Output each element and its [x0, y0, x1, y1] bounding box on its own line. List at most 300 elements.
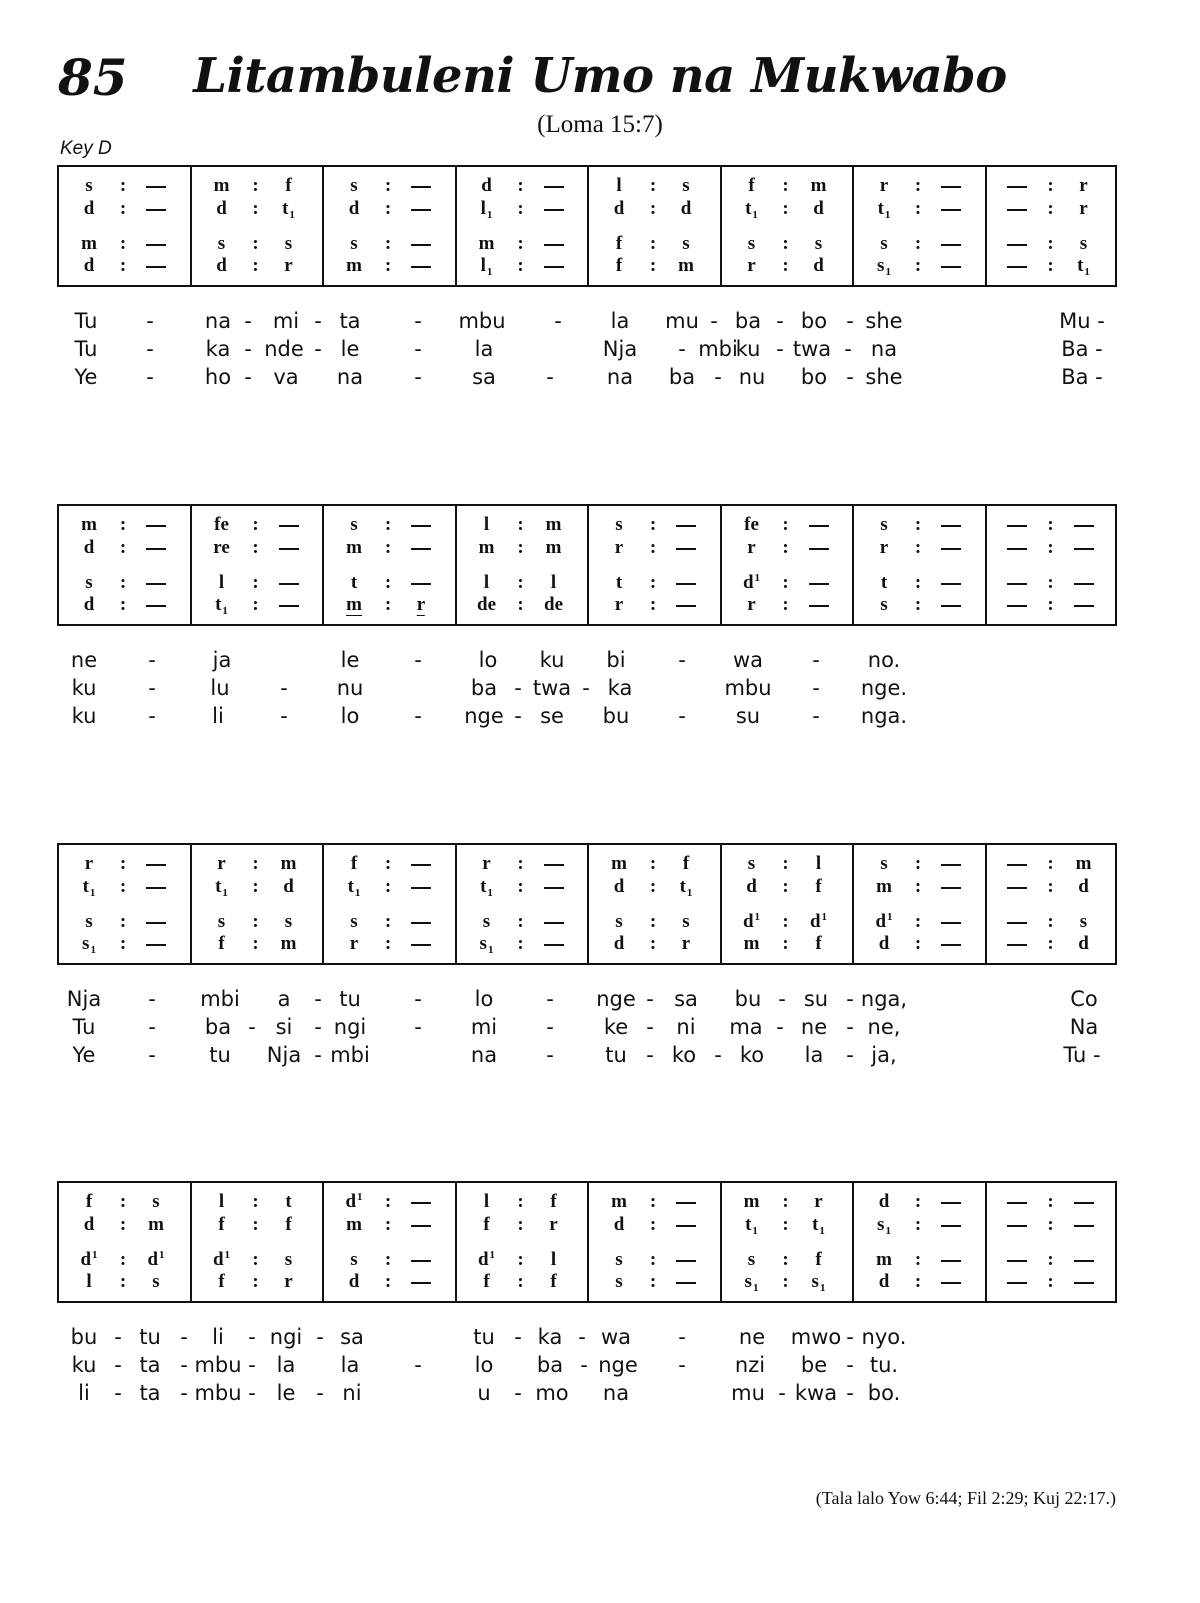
- hold-dash: [1007, 209, 1027, 211]
- beat-colon: :: [384, 1191, 392, 1212]
- lyric-syllable: bu: [602, 704, 630, 728]
- hold-dash: [544, 266, 564, 268]
- solfa-note: $s_1$: [82, 933, 96, 956]
- scripture-reference: (Loma 15:7): [537, 111, 663, 138]
- hold-dash: [941, 583, 961, 585]
- barline: [720, 506, 722, 624]
- hold-dash: [1007, 1225, 1027, 1227]
- solfa-note: f: [483, 1271, 490, 1292]
- lyric-syllable: ka: [205, 337, 231, 361]
- beat-colon: :: [782, 1249, 789, 1270]
- hold-dash: [146, 186, 166, 188]
- solfa-note: r: [614, 537, 624, 558]
- lyric-hyphen: -: [778, 1381, 786, 1405]
- beat-colon: :: [782, 1214, 789, 1235]
- lyric-hyphen: -: [714, 1043, 722, 1067]
- solfa-note: f: [815, 1249, 822, 1270]
- solfa-note: s: [615, 911, 623, 932]
- lyric-syllable: lo: [474, 1353, 494, 1377]
- solfa-note: s: [85, 175, 93, 196]
- lyric-hyphen: -: [776, 1015, 784, 1039]
- solfa-note: l: [616, 175, 622, 196]
- hold-dash: [1007, 186, 1027, 188]
- lyric-hyphen: -: [414, 648, 422, 672]
- hold-dash: [941, 1260, 961, 1262]
- lyric-syllable: le: [276, 1381, 296, 1405]
- beat-colon: :: [1047, 233, 1054, 254]
- solfa-note: d: [83, 255, 95, 276]
- beat-colon: :: [119, 537, 127, 558]
- lyric-hyphen: -: [514, 1381, 522, 1405]
- lyric-syllable: va: [273, 365, 299, 389]
- solfa-note: d: [83, 594, 95, 615]
- hymn-title: Litambuleni Umo na Mukwabo: [193, 48, 1007, 104]
- lyric-hyphen: -: [578, 1325, 586, 1349]
- beat-colon: :: [119, 572, 127, 593]
- beat-colon: :: [914, 853, 922, 874]
- hold-dash: [1007, 1282, 1027, 1284]
- lyric-syllable: tu.: [869, 1353, 899, 1377]
- barline: [852, 167, 854, 285]
- lyric-syllable: na: [606, 365, 634, 389]
- solfa-note: s: [682, 175, 690, 196]
- hold-dash: [544, 186, 564, 188]
- hold-dash: [411, 864, 431, 866]
- lyric-hyphen: -: [148, 704, 156, 728]
- solfa-note: m: [545, 537, 562, 558]
- solfa-note: d: [878, 1191, 890, 1212]
- lyric-hyphen: -: [244, 309, 252, 333]
- lyric-hyphen: -: [114, 1325, 122, 1349]
- hold-dash: [1007, 605, 1027, 607]
- lyric-hyphen: -: [846, 1015, 854, 1039]
- lyric-syllable: nge: [464, 704, 504, 728]
- hold-dash: [146, 922, 166, 924]
- hold-dash: [809, 525, 829, 527]
- lyric-syllable: le: [340, 337, 360, 361]
- solfa-note: d: [1078, 933, 1089, 954]
- lyric-syllable: na: [336, 365, 364, 389]
- hold-dash: [146, 864, 166, 866]
- hold-dash: [1074, 548, 1094, 550]
- hold-dash: [1007, 525, 1027, 527]
- solfa-note: $d^1$: [742, 911, 761, 932]
- beat-colon: :: [1047, 594, 1054, 615]
- hold-dash: [676, 605, 696, 607]
- beat-colon: :: [517, 255, 524, 276]
- solfa-note: f: [815, 933, 822, 954]
- lyric-syllable: na: [470, 1043, 498, 1067]
- solfa-note: m: [810, 175, 827, 196]
- solfa-note: $s_1$: [877, 255, 891, 278]
- solfa-note: m: [611, 853, 627, 874]
- lyric-hyphen: -: [580, 1353, 588, 1377]
- beat-colon: :: [384, 255, 392, 276]
- solfa-note: r: [84, 853, 94, 874]
- lyric-syllable: na: [870, 337, 898, 361]
- beat-colon: :: [1047, 537, 1054, 558]
- lyric-syllable: li: [212, 704, 224, 728]
- solfa-note: l: [483, 1191, 490, 1212]
- hold-dash: [146, 583, 166, 585]
- beat-colon: :: [119, 876, 127, 897]
- barline: [720, 167, 722, 285]
- hold-dash: [941, 1225, 961, 1227]
- beat-colon: :: [517, 514, 524, 535]
- solfa-note: r: [879, 175, 889, 196]
- lyric-syllable: mi: [272, 309, 300, 333]
- lyric-syllable: Nja: [66, 987, 102, 1011]
- beat-colon: :: [384, 876, 392, 897]
- solfa-note: r: [879, 537, 889, 558]
- barline: [455, 1183, 457, 1301]
- solfa-note: $d^1$: [80, 1249, 98, 1270]
- beat-colon: :: [649, 594, 657, 615]
- beat-colon: :: [1047, 1271, 1054, 1292]
- solfa-note: d: [813, 198, 824, 219]
- barline: [587, 845, 589, 963]
- hold-dash: [411, 244, 431, 246]
- hold-dash: [1007, 922, 1027, 924]
- lyric-hyphen: -: [846, 1381, 854, 1405]
- beat-colon: :: [914, 537, 922, 558]
- lyric-syllable: mbi: [330, 1043, 370, 1067]
- lyric-hyphen: -: [114, 1381, 122, 1405]
- lyric-hyphen: -: [546, 1015, 554, 1039]
- hold-dash: [411, 944, 431, 946]
- lyric-syllable: ta: [139, 1353, 161, 1377]
- beat-colon: :: [517, 537, 524, 558]
- solfa-note: m: [876, 1249, 892, 1270]
- hold-dash: [279, 583, 299, 585]
- beat-colon: :: [1047, 1249, 1054, 1270]
- lyric-hyphen: -: [248, 1381, 256, 1405]
- hold-dash: [1007, 1202, 1027, 1204]
- barline: [190, 1183, 192, 1301]
- solfa-note: l: [218, 572, 225, 593]
- solfa-note: d: [348, 198, 360, 219]
- beat-colon: :: [252, 175, 259, 196]
- beat-colon: :: [119, 514, 127, 535]
- lyric-hyphen: -: [546, 1043, 554, 1067]
- lyric-syllable: Mu -: [1059, 309, 1105, 333]
- solfa-note: $d^1$: [345, 1191, 363, 1212]
- beat-colon: :: [517, 1191, 524, 1212]
- lyric-hyphen: -: [244, 337, 252, 361]
- beat-colon: :: [384, 233, 392, 254]
- hold-dash: [941, 548, 961, 550]
- lyric-hyphen: -: [514, 704, 522, 728]
- hold-dash: [676, 1202, 696, 1204]
- hold-dash: [544, 864, 564, 866]
- hold-dash: [941, 922, 961, 924]
- beat-colon: :: [649, 175, 657, 196]
- lyric-hyphen: -: [678, 1353, 686, 1377]
- lyric-syllable: nge.: [860, 676, 908, 700]
- lyric-hyphen: -: [314, 1015, 322, 1039]
- beat-colon: :: [384, 537, 392, 558]
- solfa-note: d: [216, 198, 227, 219]
- solfa-note: m: [478, 233, 495, 254]
- solfa-note: $d^1$: [875, 911, 893, 932]
- lyric-syllable: nga,: [860, 987, 908, 1011]
- solfa-note: s: [682, 911, 690, 932]
- lyric-syllable: lo: [340, 704, 360, 728]
- solfa-note: $t_1$: [215, 594, 228, 617]
- solfa-note: s: [217, 233, 226, 254]
- lyric-hyphen: -: [414, 309, 422, 333]
- barline: [322, 167, 324, 285]
- lyric-syllable: tu: [605, 1043, 627, 1067]
- beat-colon: :: [119, 933, 127, 954]
- barline: [587, 506, 589, 624]
- lyric-syllable: ngi: [333, 1015, 367, 1039]
- solfa-note: s: [350, 911, 358, 932]
- solfa-note: m: [743, 933, 760, 954]
- lyric-syllable: ka: [537, 1325, 563, 1349]
- barline: [190, 167, 192, 285]
- solfa-note: f: [85, 1191, 93, 1212]
- lyric-syllable: nge: [598, 1353, 638, 1377]
- lyric-hyphen: -: [316, 1325, 324, 1349]
- lyric-syllable: si: [275, 1015, 293, 1039]
- barline: [852, 506, 854, 624]
- beat-colon: :: [119, 233, 127, 254]
- lyric-syllable: ku: [71, 704, 97, 728]
- solfa-note: $d^1$: [212, 1249, 231, 1270]
- hold-dash: [1074, 525, 1094, 527]
- beat-colon: :: [914, 911, 922, 932]
- beat-colon: :: [252, 572, 259, 593]
- staff-system: [57, 504, 1117, 626]
- hold-dash: [676, 525, 696, 527]
- lyric-syllable: bu: [734, 987, 762, 1011]
- lyric-syllable: su: [735, 704, 761, 728]
- hold-dash: [941, 1282, 961, 1284]
- hold-dash: [676, 1225, 696, 1227]
- lyric-syllable: bi: [606, 648, 626, 672]
- lyric-hyphen: -: [582, 676, 590, 700]
- lyric-syllable: ngi: [269, 1325, 303, 1349]
- hold-dash: [411, 186, 431, 188]
- solfa-note: t: [615, 572, 623, 593]
- lyric-syllable: mbi: [200, 987, 240, 1011]
- hold-dash: [411, 548, 431, 550]
- lyric-hyphen: -: [148, 1043, 156, 1067]
- lyric-syllable: Tu: [74, 337, 98, 361]
- lyric-syllable: sa: [674, 987, 698, 1011]
- lyric-syllable: ko: [671, 1043, 697, 1067]
- hold-dash: [411, 525, 431, 527]
- solfa-note: d: [878, 1271, 890, 1292]
- lyric-syllable: la: [474, 337, 494, 361]
- solfa-note: f: [218, 1271, 225, 1292]
- solfa-note: $d^1$: [477, 1249, 496, 1270]
- hold-dash: [411, 1202, 431, 1204]
- lyric-syllable: ba: [536, 1353, 564, 1377]
- hold-dash: [411, 1260, 431, 1262]
- solfa-note: s: [747, 233, 756, 254]
- solfa-note: m: [213, 175, 230, 196]
- lyric-syllable: bo: [800, 309, 828, 333]
- lyric-hyphen: -: [846, 309, 854, 333]
- solfa-note: m: [1075, 853, 1092, 874]
- beat-colon: :: [517, 1214, 524, 1235]
- solfa-note: s: [880, 594, 888, 615]
- barline: [587, 1183, 589, 1301]
- hold-dash: [676, 1260, 696, 1262]
- solfa-note: r: [681, 933, 691, 954]
- solfa-note: r: [1079, 175, 1088, 196]
- hold-dash: [676, 583, 696, 585]
- lyric-hyphen: -: [146, 365, 154, 389]
- beat-colon: :: [252, 594, 259, 615]
- beat-colon: :: [649, 911, 657, 932]
- hold-dash: [279, 548, 299, 550]
- solfa-note: $s_1$: [877, 1214, 891, 1237]
- solfa-note: de: [544, 594, 563, 615]
- beat-colon: :: [649, 933, 657, 954]
- beat-colon: :: [119, 175, 127, 196]
- staff-system: [57, 843, 1117, 965]
- lyric-syllable: li: [78, 1381, 90, 1405]
- solfa-note: m: [743, 1191, 760, 1212]
- lyric-syllable: mbu: [194, 1381, 242, 1405]
- beat-colon: :: [384, 594, 392, 615]
- lyric-syllable: nzi: [734, 1353, 766, 1377]
- beat-colon: :: [782, 233, 789, 254]
- lyric-syllable: Ba -: [1061, 337, 1103, 361]
- solfa-note: d: [680, 198, 692, 219]
- beat-colon: :: [914, 572, 922, 593]
- solfa-note: l: [218, 1191, 225, 1212]
- solfa-note: d: [613, 933, 625, 954]
- solfa-note: m: [280, 853, 297, 874]
- lyric-hyphen: -: [812, 648, 820, 672]
- lyric-syllable: se: [540, 704, 564, 728]
- lyric-syllable: ja,: [871, 1043, 897, 1067]
- solfa-note: s: [482, 911, 491, 932]
- beat-colon: :: [782, 537, 789, 558]
- hold-dash: [146, 209, 166, 211]
- solfa-note: r: [549, 1214, 558, 1235]
- solfa-note: s: [880, 514, 888, 535]
- beat-colon: :: [649, 1214, 657, 1235]
- solfa-note: d: [746, 876, 757, 897]
- lyric-syllable: twa: [792, 337, 832, 361]
- barline: [587, 167, 589, 285]
- beat-colon: :: [119, 198, 127, 219]
- lyric-syllable: la: [276, 1353, 296, 1377]
- solfa-note: de: [477, 594, 496, 615]
- lyric-syllable: lo: [478, 648, 498, 672]
- lyric-hyphen: -: [514, 1325, 522, 1349]
- solfa-note: f: [615, 233, 623, 254]
- beat-colon: :: [384, 1214, 392, 1235]
- solfa-note: l: [483, 514, 490, 535]
- solfa-note: d: [481, 175, 492, 196]
- lyric-syllable: ho: [204, 365, 232, 389]
- solfa-note: d: [348, 1271, 360, 1292]
- beat-colon: :: [914, 594, 922, 615]
- beat-colon: :: [1047, 876, 1054, 897]
- barline: [852, 1183, 854, 1301]
- solfa-note: m: [148, 1214, 164, 1235]
- lyric-hyphen: -: [546, 365, 554, 389]
- solfa-note: $l_1$: [480, 198, 493, 221]
- solfa-note: s: [284, 233, 293, 254]
- hold-dash: [1074, 605, 1094, 607]
- hold-dash: [146, 244, 166, 246]
- beat-colon: :: [384, 1271, 392, 1292]
- lyric-hyphen: -: [114, 1353, 122, 1377]
- lyric-syllable: la: [804, 1043, 824, 1067]
- hold-dash: [544, 244, 564, 246]
- solfa-note: $t_1$: [347, 876, 361, 899]
- hold-dash: [941, 266, 961, 268]
- solfa-note: t: [350, 572, 358, 593]
- beat-colon: :: [782, 853, 789, 874]
- beat-colon: :: [119, 1214, 127, 1235]
- solfa-note: f: [350, 853, 358, 874]
- lyric-syllable: ta: [339, 309, 361, 333]
- lyric-syllable: bo.: [867, 1381, 901, 1405]
- hold-dash: [146, 266, 166, 268]
- hold-dash: [411, 209, 431, 211]
- lyric-hyphen: -: [776, 309, 784, 333]
- solfa-note: s: [880, 233, 888, 254]
- solfa-note: $s_1$: [811, 1271, 826, 1294]
- lyric-syllable: ne: [70, 648, 98, 672]
- beat-colon: :: [1047, 1191, 1054, 1212]
- solfa-note: m: [346, 537, 362, 558]
- solfa-note: f: [615, 255, 623, 276]
- beat-colon: :: [252, 198, 259, 219]
- solfa-note: $t_1$: [282, 198, 295, 221]
- beat-colon: :: [914, 933, 922, 954]
- solfa-note: r: [217, 853, 226, 874]
- beat-colon: :: [782, 876, 789, 897]
- lyric-syllable: mu: [731, 1381, 765, 1405]
- hold-dash: [411, 266, 431, 268]
- beat-colon: :: [384, 572, 392, 593]
- solfa-note: d: [878, 933, 890, 954]
- hold-dash: [411, 1282, 431, 1284]
- beat-colon: :: [119, 853, 127, 874]
- solfa-note: s: [85, 572, 93, 593]
- lyric-hyphen: -: [812, 704, 820, 728]
- beat-colon: :: [252, 853, 259, 874]
- lyric-syllable: ba: [734, 309, 762, 333]
- solfa-note: m: [346, 255, 362, 276]
- hold-dash: [1007, 266, 1027, 268]
- solfa-note: s: [615, 1249, 623, 1270]
- lyric-hyphen: -: [146, 337, 154, 361]
- lyric-syllable: Tu: [74, 309, 98, 333]
- lyric-hyphen: -: [314, 337, 322, 361]
- beat-colon: :: [517, 233, 524, 254]
- solfa-note: m: [545, 514, 562, 535]
- lyric-hyphen: -: [812, 676, 820, 700]
- lyric-hyphen: -: [148, 1015, 156, 1039]
- solfa-note: d: [83, 1214, 95, 1235]
- solfa-note: m: [81, 233, 97, 254]
- lyric-syllable: lo: [474, 987, 494, 1011]
- solfa-note: l: [550, 572, 557, 593]
- beat-colon: :: [649, 198, 657, 219]
- lyric-hyphen: -: [844, 337, 852, 361]
- beat-colon: :: [517, 911, 524, 932]
